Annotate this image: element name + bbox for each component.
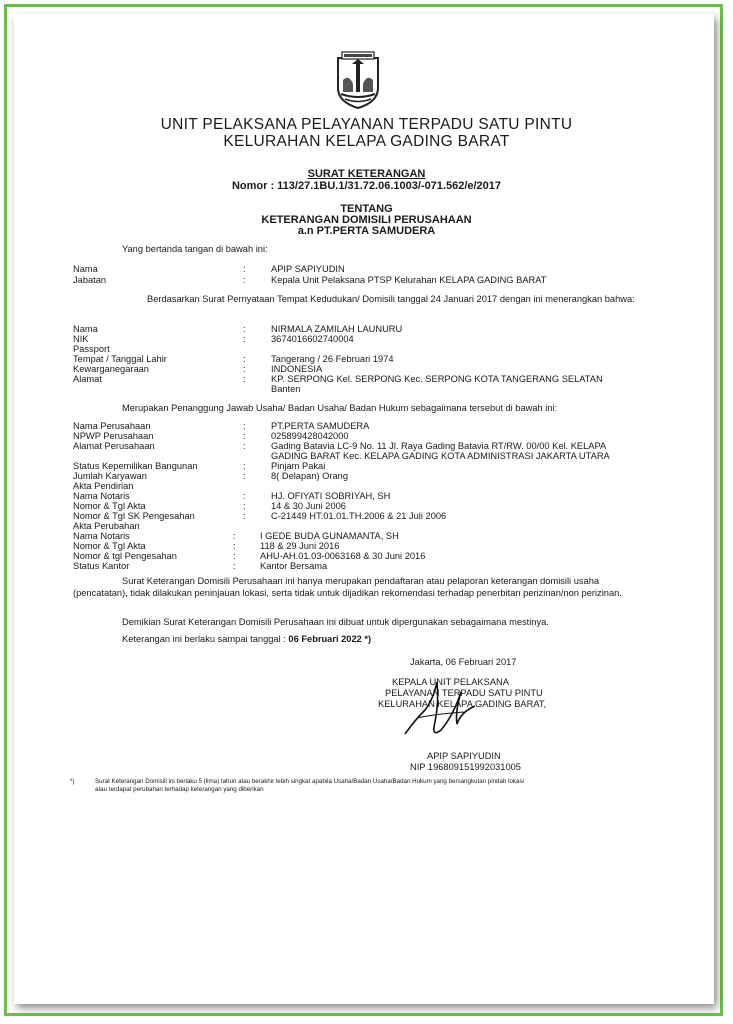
field-colon: : (243, 354, 246, 364)
field-label: Status Kantor (73, 561, 130, 571)
place-date: Jakarta, 06 Februari 2017 (410, 657, 517, 667)
field-label: Nama (73, 324, 98, 334)
field-value: Tangerang / 26 Februari 1974 (271, 354, 394, 364)
validity-text (122, 634, 371, 644)
field-label: Nama Notaris (73, 491, 130, 501)
field-value: I GEDE BUDA GUNAMANTA, SH (260, 531, 399, 541)
field-value: NIRMALA ZAMILAH LAUNURU (271, 324, 403, 334)
field-colon: : (243, 324, 246, 334)
footnote-line1: Surat Keterangan Domisili ini berlaku 5 (lima) tahun atau berakhir lebih singkat apabila Usaha/Badan Usaha/Badan Hukum yang bersangkutan pindah lokasi (95, 778, 524, 785)
footnote-line2: atau terdapat perubahan terhadap keterangan yang diberikan (95, 786, 264, 793)
field-label: Akta Perubahan (73, 521, 140, 531)
field-colon: : (243, 501, 246, 511)
field-value-cont: GADING BARAT Kec. KELAPA GADING KOTA ADMINISTRASI JAKARTA UTARA (271, 451, 610, 461)
field-colon: : (243, 461, 246, 471)
field-colon: : (243, 431, 246, 441)
field-value: PT.PERTA SAMUDERA (271, 421, 370, 431)
basis-paragraph: Berdasarkan Surat Pernyataan Tempat Kedudukan/ Domisili tanggal 24 Januari 2017 dengan ini menerangkan bahwa: (147, 294, 635, 304)
field-value: 025899428042000 (271, 431, 349, 441)
field-label: Passport (73, 344, 110, 354)
handwritten-signature (395, 672, 485, 744)
field-label: Tempat / Tanggal Lahir (73, 354, 167, 364)
field-label: Alamat Perusahaan (73, 441, 155, 451)
company-an: a.n PT.PERTA SAMUDERA (297, 225, 436, 237)
field-label: Akta Pendirian (73, 481, 134, 491)
field-colon: : (243, 491, 246, 501)
validity-date: 06 Februari 2022 *) (288, 634, 372, 644)
field-value: APIP SAPIYUDIN (271, 264, 345, 274)
field-colon: : (233, 541, 236, 551)
field-colon: : (243, 374, 246, 384)
field-value: HJ. OFIYATI SOBRIYAH, SH (271, 491, 391, 501)
field-label: Nama Notaris (73, 531, 130, 541)
field-colon: : (243, 334, 246, 344)
field-value: INDONESIA (271, 364, 323, 374)
intro-text: Yang bertanda tangan di bawah ini: (122, 244, 268, 254)
field-label: Kewarganegaraan (73, 364, 149, 374)
responsible-text: Merupakan Penanggung Jawab Usaha/ Badan Usaha/ Badan Hukum sebagaimana tersebut di bawah ini: (122, 403, 558, 413)
signer-role-line3: KELURAHAN KELAPA GADING BARAT, (378, 699, 547, 709)
field-value: Kepala Unit Pelaksana PTSP Kelurahan KELAPA GADING BARAT (271, 275, 547, 285)
field-label: Jabatan (73, 275, 107, 285)
document-number: Nomor : 113/27.1BU.1/31.72.06.1003/-071.562/e/2017 (231, 180, 502, 192)
field-label: Status Kepemilikan Bangunan (73, 461, 198, 471)
field-value: 14 & 30 Juni 2006 (271, 501, 346, 511)
signer-nip: NIP 196809151992031005 (410, 762, 521, 772)
field-colon: : (243, 364, 246, 374)
subject-heading: KETERANGAN DOMISILI PERUSAHAAN (261, 214, 472, 226)
footnote-mark: *) (70, 778, 75, 785)
field-label: Jumlah Karyawan (73, 471, 147, 481)
field-label: Nama Perusahaan (73, 421, 151, 431)
field-colon: : (233, 531, 236, 541)
field-label: Nomor & Tgl Akta (73, 541, 146, 551)
field-value: C-21449 HT.01.01.TH.2006 & 21 Juli 2006 (271, 511, 447, 521)
validity-prefix: Keterangan ini berlaku sampai tanggal : (122, 634, 289, 644)
field-value: Pinjam Pakai (271, 461, 326, 471)
signer-role-line1: KEPALA UNIT PELAKSANA (392, 677, 509, 687)
field-label: Nomor & Tgl Akta (73, 501, 146, 511)
closing-text: Demikian Surat Keterangan Domisili Perusahaan ini dibuat untuk dipergunakan sebagaimana mestinya. (122, 617, 549, 627)
field-label: Alamat (73, 374, 102, 384)
field-colon: : (243, 275, 246, 285)
signer-role-line2: PELAYANAN TERPADU SATU PINTU (385, 688, 543, 698)
field-label: NIK (73, 334, 89, 344)
field-label: NPWP Perusahaan (73, 431, 154, 441)
field-value: 8( Delapan) Orang (271, 471, 348, 481)
field-label: Nomor & Tgl SK Pengesahan (73, 511, 195, 521)
field-label: Nomor & tgl Pengesahan (73, 551, 177, 561)
field-value: Kantor Bersama (260, 561, 328, 571)
field-value: AHU-AH.01.03-0063168 & 30 Juni 2016 (260, 551, 426, 561)
field-colon: : (243, 511, 246, 521)
jakarta-crest-logo (335, 50, 381, 110)
field-value: 118 & 29 Juni 2016 (260, 541, 340, 551)
tentang-heading: TENTANG (340, 203, 393, 215)
document-title: SURAT KETERANGAN (307, 168, 426, 180)
field-value-cont: Banten (271, 384, 301, 394)
field-value: KP. SERPONG Kel. SERPONG Kec. SERPONG KOTA TANGERANG SELATAN (271, 374, 603, 384)
field-colon: : (243, 471, 246, 481)
agency-name-line2: KELURAHAN KELAPA GADING BARAT (223, 133, 510, 150)
field-colon: : (243, 264, 246, 274)
field-label: Nama (73, 264, 98, 274)
signer-name: APIP SAPIYUDIN (427, 751, 501, 761)
field-colon: : (233, 551, 236, 561)
disclaimer-paragraph: Surat Keterangan Domisili Perusahaan ini hanya merupakan pendaftaran atau pelaporan keterangan domisili usaha (pencatatan), tidak dilakukan peninjauan lokasi, serta tidak untuk dijadikan rekomendasi terhadap penerbitan perizinan/non perizinan. (73, 576, 622, 598)
field-colon: : (243, 421, 246, 431)
field-value: Gading Batavia LC-9 No. 11 Jl. Raya Gading Batavia RT/RW. 00/00 Kel. KELAPA (271, 441, 607, 451)
field-colon: : (243, 441, 246, 451)
field-colon: : (233, 561, 236, 571)
agency-name-line1: UNIT PELAKSANA PELAYANAN TERPADU SATU PINTU (160, 116, 573, 133)
field-value: 3674016602740004 (271, 334, 354, 344)
